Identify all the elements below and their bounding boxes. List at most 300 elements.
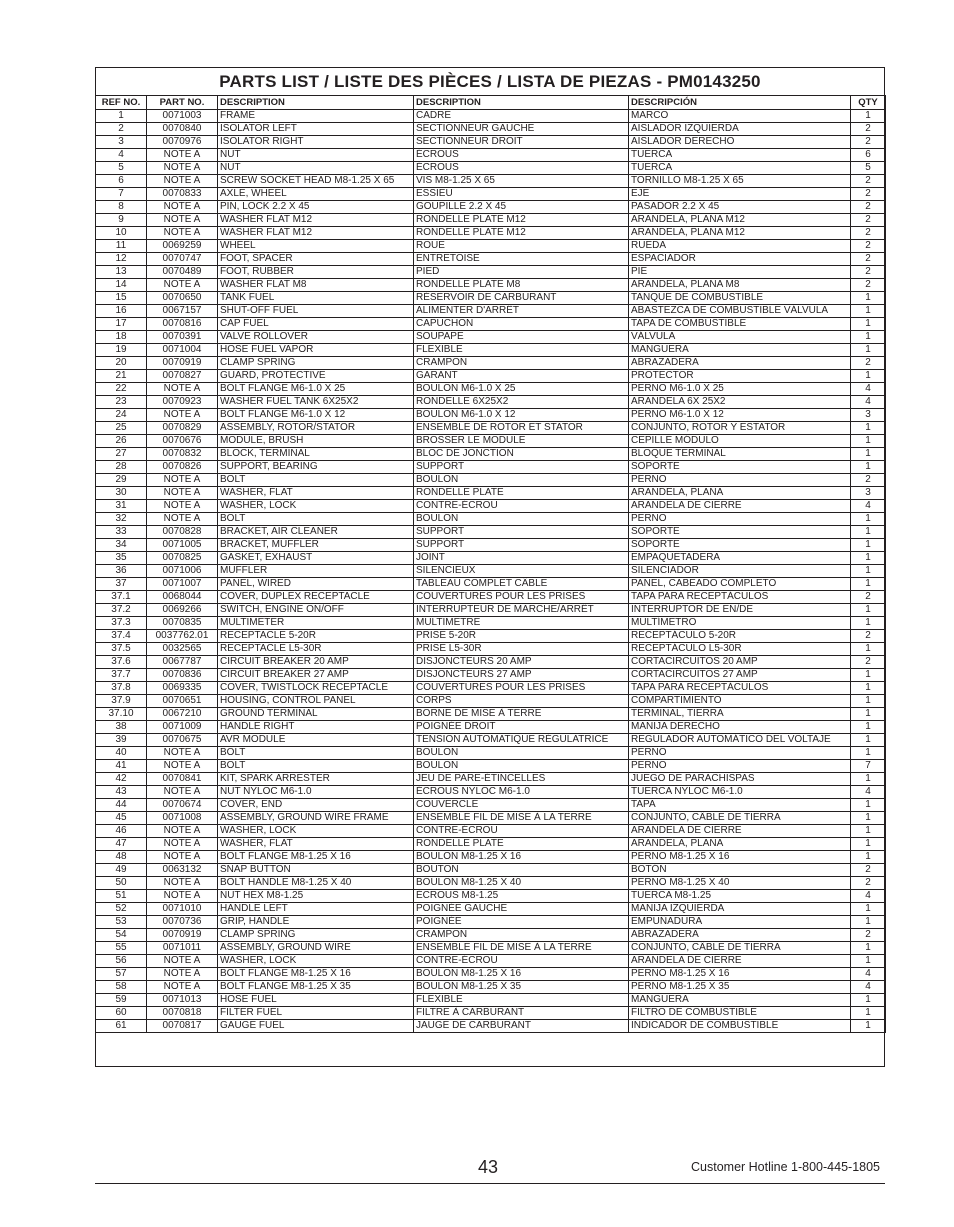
description-fr-cell: FLEXIBLE: [414, 344, 629, 357]
description-es-cell: MANIJA IZQUIERDA: [629, 903, 851, 916]
description-es-cell: ARANDELA DE CIERRE: [629, 500, 851, 513]
table-row: [96, 799, 886, 812]
table-row: [96, 123, 886, 136]
ref-no-cell: 5: [96, 162, 147, 175]
description-es-cell: PERNO: [629, 513, 851, 526]
description-fr-cell: ÉCROUS: [414, 149, 629, 162]
description-en-cell: COVER, DUPLEX RECEPTACLE: [218, 591, 414, 604]
description-fr-cell: DISJONCTEURS 20 AMP: [414, 656, 629, 669]
description-fr-cell: GARANT: [414, 370, 629, 383]
part-no-cell: 0067787: [147, 656, 218, 669]
table-row: [96, 630, 886, 643]
part-no-cell: 0070826: [147, 461, 218, 474]
description-fr-cell: SUPPORT: [414, 526, 629, 539]
ref-no-cell: 55: [96, 942, 147, 955]
ref-no-cell: 33: [96, 526, 147, 539]
description-es-cell: PERNO M8-1.25 X 16: [629, 851, 851, 864]
table-row: [96, 825, 886, 838]
table-row: [96, 318, 886, 331]
parts-table: [95, 95, 886, 1033]
part-no-cell: 0071013: [147, 994, 218, 1007]
part-no-cell: 0068044: [147, 591, 218, 604]
description-en-cell: HOSE FUEL: [218, 994, 414, 1007]
description-es-cell: ARANDELA, PLANA: [629, 487, 851, 500]
description-en-cell: GROUND TERMINAL: [218, 708, 414, 721]
description-fr-cell: COUVERTURES POUR LES PRISES: [414, 591, 629, 604]
table-row: [96, 552, 886, 565]
description-fr-cell: FLEXIBLE: [414, 994, 629, 1007]
part-no-cell: NOTE A: [147, 981, 218, 994]
part-no-cell: NOTE A: [147, 851, 218, 864]
description-fr-cell: ÉCROUS NYLOC M6-1.0: [414, 786, 629, 799]
qty-cell: 1: [851, 799, 886, 812]
description-en-cell: NUT NYLOC M6-1.0: [218, 786, 414, 799]
description-es-cell: ESPACIADOR: [629, 253, 851, 266]
table-row: [96, 747, 886, 760]
table-row: [96, 851, 886, 864]
description-fr-cell: PIED: [414, 266, 629, 279]
description-en-cell: WASHER FLAT M8: [218, 279, 414, 292]
description-es-cell: TORNILLO M8-1.25 X 65: [629, 175, 851, 188]
qty-cell: 1: [851, 552, 886, 565]
description-en-cell: ISOLATOR RIGHT: [218, 136, 414, 149]
part-no-cell: NOTE A: [147, 409, 218, 422]
description-en-cell: GRIP, HANDLE: [218, 916, 414, 929]
qty-cell: 1: [851, 747, 886, 760]
part-no-cell: 0070828: [147, 526, 218, 539]
description-fr-cell: ENSEMBLE FIL DE MISE À LA TERRE: [414, 812, 629, 825]
part-no-cell: NOTE A: [147, 214, 218, 227]
part-no-cell: NOTE A: [147, 474, 218, 487]
qty-cell: 2: [851, 188, 886, 201]
description-es-cell: CORTACIRCUITOS 20 AMP: [629, 656, 851, 669]
part-no-cell: NOTE A: [147, 149, 218, 162]
part-no-cell: 0070675: [147, 734, 218, 747]
part-no-cell: 0070833: [147, 188, 218, 201]
part-no-cell: 0070391: [147, 331, 218, 344]
description-fr-cell: GOUPILLE 2.2 X 45: [414, 201, 629, 214]
table-row: [96, 188, 886, 201]
col-header-qty: QTY: [851, 96, 886, 110]
description-en-cell: WASHER FUEL TANK 6X25X2: [218, 396, 414, 409]
ref-no-cell: 30: [96, 487, 147, 500]
table-row: [96, 786, 886, 799]
table-row: [96, 903, 886, 916]
description-es-cell: TAPA: [629, 799, 851, 812]
description-en-cell: SUPPORT, BEARING: [218, 461, 414, 474]
table-row: [96, 253, 886, 266]
description-es-cell: ABASTEZCA DE COMBUSTIBLE VÁLVULA: [629, 305, 851, 318]
part-no-cell: 0070841: [147, 773, 218, 786]
table-row: [96, 370, 886, 383]
description-en-cell: CAP FUEL: [218, 318, 414, 331]
ref-no-cell: 37: [96, 578, 147, 591]
qty-cell: 1: [851, 838, 886, 851]
ref-no-cell: 6: [96, 175, 147, 188]
description-es-cell: FILTRO DE COMBUSTIBLE: [629, 1007, 851, 1020]
description-en-cell: BRACKET, MUFFLER: [218, 539, 414, 552]
table-row: [96, 643, 886, 656]
table-row: [96, 201, 886, 214]
col-header-ref-no: REF NO.: [96, 96, 147, 110]
description-en-cell: ISOLATOR LEFT: [218, 123, 414, 136]
description-en-cell: WASHER FLAT M12: [218, 214, 414, 227]
description-es-cell: PERNO M8-1.25 X 35: [629, 981, 851, 994]
part-no-cell: NOTE A: [147, 955, 218, 968]
part-no-cell: 0070840: [147, 123, 218, 136]
part-no-cell: 0071004: [147, 344, 218, 357]
part-no-cell: 0063132: [147, 864, 218, 877]
part-no-cell: NOTE A: [147, 968, 218, 981]
description-en-cell: NUT: [218, 149, 414, 162]
ref-no-cell: 38: [96, 721, 147, 734]
description-fr-cell: JOINT: [414, 552, 629, 565]
table-row: [96, 981, 886, 994]
table-row: [96, 331, 886, 344]
ref-no-cell: 54: [96, 929, 147, 942]
ref-no-cell: 51: [96, 890, 147, 903]
description-en-cell: MULTIMETER: [218, 617, 414, 630]
ref-no-cell: 60: [96, 1007, 147, 1020]
description-fr-cell: BOULON: [414, 747, 629, 760]
table-row: [96, 604, 886, 617]
qty-cell: 1: [851, 604, 886, 617]
qty-cell: 1: [851, 422, 886, 435]
qty-cell: 1: [851, 773, 886, 786]
description-es-cell: SOPORTE: [629, 526, 851, 539]
table-row: [96, 357, 886, 370]
description-en-cell: ASSEMBLY, GROUND WIRE FRAME: [218, 812, 414, 825]
part-no-cell: NOTE A: [147, 487, 218, 500]
description-es-cell: INDICADOR DE COMBUSTIBLE: [629, 1020, 851, 1033]
description-en-cell: PIN, LOCK 2.2 X 45: [218, 201, 414, 214]
description-fr-cell: TENSION AUTOMATIQUE RÉGULATRICE: [414, 734, 629, 747]
description-es-cell: AISLADOR DERECHO: [629, 136, 851, 149]
table-row: [96, 838, 886, 851]
table-row: [96, 435, 886, 448]
description-es-cell: PERNO M6-1.0 X 12: [629, 409, 851, 422]
qty-cell: 1: [851, 903, 886, 916]
description-en-cell: FOOT, RUBBER: [218, 266, 414, 279]
part-no-cell: 0070816: [147, 318, 218, 331]
description-es-cell: MANIJA DERECHO: [629, 721, 851, 734]
part-no-cell: NOTE A: [147, 227, 218, 240]
qty-cell: 1: [851, 331, 886, 344]
table-row: [96, 240, 886, 253]
qty-cell: 1: [851, 292, 886, 305]
description-en-cell: CLAMP SPRING: [218, 357, 414, 370]
ref-no-cell: 42: [96, 773, 147, 786]
description-es-cell: CEPILLE MÓDULO: [629, 435, 851, 448]
part-no-cell: 0067157: [147, 305, 218, 318]
qty-cell: 1: [851, 669, 886, 682]
table-row: [96, 760, 886, 773]
qty-cell: 2: [851, 877, 886, 890]
description-fr-cell: ENSEMBLE DE ROTOR ET STATOR: [414, 422, 629, 435]
ref-no-cell: 48: [96, 851, 147, 864]
description-en-cell: ASSEMBLY, GROUND WIRE: [218, 942, 414, 955]
table-row: [96, 214, 886, 227]
description-es-cell: PERNO: [629, 747, 851, 760]
description-es-cell: SOPORTE: [629, 539, 851, 552]
qty-cell: 1: [851, 721, 886, 734]
description-es-cell: PERNO M6-1.0 X 25: [629, 383, 851, 396]
description-es-cell: MARCO: [629, 110, 851, 123]
qty-cell: 5: [851, 162, 886, 175]
description-es-cell: INTERRUPTOR DE EN/DE: [629, 604, 851, 617]
table-row: [96, 266, 886, 279]
description-es-cell: MANGUERA: [629, 994, 851, 1007]
part-no-cell: 0070919: [147, 929, 218, 942]
ref-no-cell: 49: [96, 864, 147, 877]
description-en-cell: CLAMP SPRING: [218, 929, 414, 942]
description-es-cell: JUEGO DE PARACHISPAS: [629, 773, 851, 786]
description-es-cell: MANGUERA: [629, 344, 851, 357]
description-en-cell: BRACKET, AIR CLEANER: [218, 526, 414, 539]
description-en-cell: FOOT, SPACER: [218, 253, 414, 266]
ref-no-cell: 37.2: [96, 604, 147, 617]
description-fr-cell: BLOC DE JONCTION: [414, 448, 629, 461]
qty-cell: 1: [851, 695, 886, 708]
description-fr-cell: RONDELLE PLATE: [414, 838, 629, 851]
table-row: [96, 1007, 886, 1020]
table-row: [96, 812, 886, 825]
ref-no-cell: 58: [96, 981, 147, 994]
part-no-cell: NOTE A: [147, 760, 218, 773]
description-fr-cell: CONTRE-ÉCROU: [414, 955, 629, 968]
ref-no-cell: 19: [96, 344, 147, 357]
ref-no-cell: 46: [96, 825, 147, 838]
description-fr-cell: INTERRUPTEUR DE MARCHE/ARRÊT: [414, 604, 629, 617]
description-en-cell: MUFFLER: [218, 565, 414, 578]
qty-cell: 1: [851, 734, 886, 747]
part-no-cell: NOTE A: [147, 175, 218, 188]
description-fr-cell: DISJONCTEURS 27 AMP: [414, 669, 629, 682]
description-es-cell: TAPA DE COMBUSTIBLE: [629, 318, 851, 331]
description-es-cell: RECEPTÁCULO L5-30R: [629, 643, 851, 656]
part-no-cell: 0070489: [147, 266, 218, 279]
part-no-cell: 0070835: [147, 617, 218, 630]
part-no-cell: 0070674: [147, 799, 218, 812]
qty-cell: 1: [851, 1007, 886, 1020]
qty-cell: 2: [851, 123, 886, 136]
part-no-cell: 0069259: [147, 240, 218, 253]
table-row: [96, 227, 886, 240]
ref-no-cell: 61: [96, 1020, 147, 1033]
description-en-cell: SCREW SOCKET HEAD M8-1.25 X 65: [218, 175, 414, 188]
table-row: [96, 877, 886, 890]
ref-no-cell: 27: [96, 448, 147, 461]
description-es-cell: BLOQUE TERMINAL: [629, 448, 851, 461]
description-en-cell: COVER, END: [218, 799, 414, 812]
table-row: [96, 955, 886, 968]
description-en-cell: WHEEL: [218, 240, 414, 253]
part-no-cell: 0069335: [147, 682, 218, 695]
description-es-cell: TAPA PARA RECEPTÁCULOS: [629, 682, 851, 695]
ref-no-cell: 39: [96, 734, 147, 747]
description-fr-cell: SUPPORT: [414, 461, 629, 474]
description-en-cell: BOLT FLANGE M8-1.25 X 16: [218, 968, 414, 981]
description-fr-cell: SECTIONNEUR GAUCHE: [414, 123, 629, 136]
table-row: [96, 695, 886, 708]
table-row: [96, 682, 886, 695]
ref-no-cell: 22: [96, 383, 147, 396]
description-fr-cell: BOULON M6-1.0 X 25: [414, 383, 629, 396]
part-no-cell: 0071009: [147, 721, 218, 734]
description-fr-cell: CONTRE-ÉCROU: [414, 500, 629, 513]
part-no-cell: 0070736: [147, 916, 218, 929]
description-fr-cell: SECTIONNEUR DROIT: [414, 136, 629, 149]
part-no-cell: 0070747: [147, 253, 218, 266]
description-en-cell: WASHER, LOCK: [218, 500, 414, 513]
description-fr-cell: BOULON: [414, 760, 629, 773]
ref-no-cell: 16: [96, 305, 147, 318]
table-row: [96, 1020, 886, 1033]
description-es-cell: PIE: [629, 266, 851, 279]
qty-cell: 3: [851, 487, 886, 500]
description-es-cell: SILENCIADOR: [629, 565, 851, 578]
table-row: [96, 383, 886, 396]
table-row: [96, 721, 886, 734]
description-es-cell: TUERCA: [629, 149, 851, 162]
table-row: [96, 864, 886, 877]
parts-table-body: [96, 110, 886, 1033]
description-fr-cell: ESSIEU: [414, 188, 629, 201]
qty-cell: 2: [851, 136, 886, 149]
qty-cell: 1: [851, 513, 886, 526]
qty-cell: 1: [851, 578, 886, 591]
description-en-cell: VALVE ROLLOVER: [218, 331, 414, 344]
table-row: [96, 448, 886, 461]
ref-no-cell: 28: [96, 461, 147, 474]
description-fr-cell: ENSEMBLE FIL DE MISE À LA TERRE: [414, 942, 629, 955]
description-en-cell: WASHER, LOCK: [218, 825, 414, 838]
description-es-cell: RECEPTÁCULO 5-20R: [629, 630, 851, 643]
description-en-cell: BOLT FLANGE M8-1.25 X 35: [218, 981, 414, 994]
ref-no-cell: 23: [96, 396, 147, 409]
description-es-cell: TUERCA NYLOC M6-1.0: [629, 786, 851, 799]
description-en-cell: FRAME: [218, 110, 414, 123]
part-no-cell: NOTE A: [147, 786, 218, 799]
table-row: [96, 565, 886, 578]
description-en-cell: BOLT FLANGE M6-1.0 X 25: [218, 383, 414, 396]
description-en-cell: CIRCUIT BREAKER 20 AMP: [218, 656, 414, 669]
description-en-cell: BOLT: [218, 760, 414, 773]
ref-no-cell: 10: [96, 227, 147, 240]
part-no-cell: 0070650: [147, 292, 218, 305]
description-fr-cell: ENTRETOISE: [414, 253, 629, 266]
description-en-cell: WASHER FLAT M12: [218, 227, 414, 240]
table-row: [96, 539, 886, 552]
table-row: [96, 344, 886, 357]
description-fr-cell: RONDELLE PLATE M12: [414, 214, 629, 227]
ref-no-cell: 37.5: [96, 643, 147, 656]
table-row: [96, 591, 886, 604]
part-no-cell: 0070923: [147, 396, 218, 409]
ref-no-cell: 35: [96, 552, 147, 565]
description-en-cell: SHUT-OFF FUEL: [218, 305, 414, 318]
description-es-cell: CORTACIRCUITOS 27 AMP: [629, 669, 851, 682]
table-row: [96, 110, 886, 123]
description-en-cell: BOLT FLANGE M6-1.0 X 12: [218, 409, 414, 422]
table-row: [96, 175, 886, 188]
ref-no-cell: 8: [96, 201, 147, 214]
description-fr-cell: CAPUCHON: [414, 318, 629, 331]
description-es-cell: CONJUNTO, CÂBLE DE TIERRA: [629, 942, 851, 955]
table-row: [96, 929, 886, 942]
part-no-cell: NOTE A: [147, 825, 218, 838]
qty-cell: 2: [851, 175, 886, 188]
ref-no-cell: 41: [96, 760, 147, 773]
qty-cell: 2: [851, 656, 886, 669]
footer-divider: [95, 1183, 885, 1184]
col-header-part-no: PART NO.: [147, 96, 218, 110]
qty-cell: 1: [851, 643, 886, 656]
description-es-cell: PERNO: [629, 474, 851, 487]
description-fr-cell: POIGNÉE: [414, 916, 629, 929]
description-en-cell: ASSEMBLY, ROTOR/STATOR: [218, 422, 414, 435]
description-en-cell: HOUSING, CONTROL PANEL: [218, 695, 414, 708]
description-es-cell: ARANDELA, PLANA M12: [629, 214, 851, 227]
col-header-description-fr: DESCRIPTION: [414, 96, 629, 110]
part-no-cell: NOTE A: [147, 500, 218, 513]
qty-cell: 4: [851, 396, 886, 409]
description-es-cell: TERMINAL, TIERRA: [629, 708, 851, 721]
description-es-cell: ARANDELA DE CIERRE: [629, 955, 851, 968]
ref-no-cell: 26: [96, 435, 147, 448]
qty-cell: 2: [851, 266, 886, 279]
description-en-cell: WASHER, LOCK: [218, 955, 414, 968]
table-row: [96, 942, 886, 955]
qty-cell: 2: [851, 227, 886, 240]
qty-cell: 2: [851, 240, 886, 253]
ref-no-cell: 57: [96, 968, 147, 981]
part-no-cell: 0067210: [147, 708, 218, 721]
qty-cell: 1: [851, 916, 886, 929]
ref-no-cell: 13: [96, 266, 147, 279]
description-fr-cell: RONDELLE PLATE M12: [414, 227, 629, 240]
description-fr-cell: CRAMPON: [414, 357, 629, 370]
ref-no-cell: 43: [96, 786, 147, 799]
description-en-cell: BOLT: [218, 474, 414, 487]
table-row: [96, 513, 886, 526]
table-row: [96, 136, 886, 149]
ref-no-cell: 32: [96, 513, 147, 526]
part-no-cell: NOTE A: [147, 513, 218, 526]
description-es-cell: EMPUÑADURA: [629, 916, 851, 929]
table-row: [96, 617, 886, 630]
table-row: [96, 422, 886, 435]
qty-cell: 2: [851, 864, 886, 877]
ref-no-cell: 34: [96, 539, 147, 552]
part-no-cell: NOTE A: [147, 877, 218, 890]
part-no-cell: NOTE A: [147, 747, 218, 760]
description-en-cell: GASKET, EXHAUST: [218, 552, 414, 565]
description-fr-cell: PRISE 5-20R: [414, 630, 629, 643]
description-fr-cell: ROUE: [414, 240, 629, 253]
description-es-cell: ARANDELA, PLANA: [629, 838, 851, 851]
table-row: [96, 396, 886, 409]
qty-cell: 1: [851, 448, 886, 461]
part-no-cell: 0071003: [147, 110, 218, 123]
part-no-cell: NOTE A: [147, 279, 218, 292]
ref-no-cell: 40: [96, 747, 147, 760]
description-fr-cell: RONDELLE PLATE M8: [414, 279, 629, 292]
table-row: [96, 487, 886, 500]
qty-cell: 1: [851, 539, 886, 552]
qty-cell: 4: [851, 500, 886, 513]
description-es-cell: SOPORTE: [629, 461, 851, 474]
